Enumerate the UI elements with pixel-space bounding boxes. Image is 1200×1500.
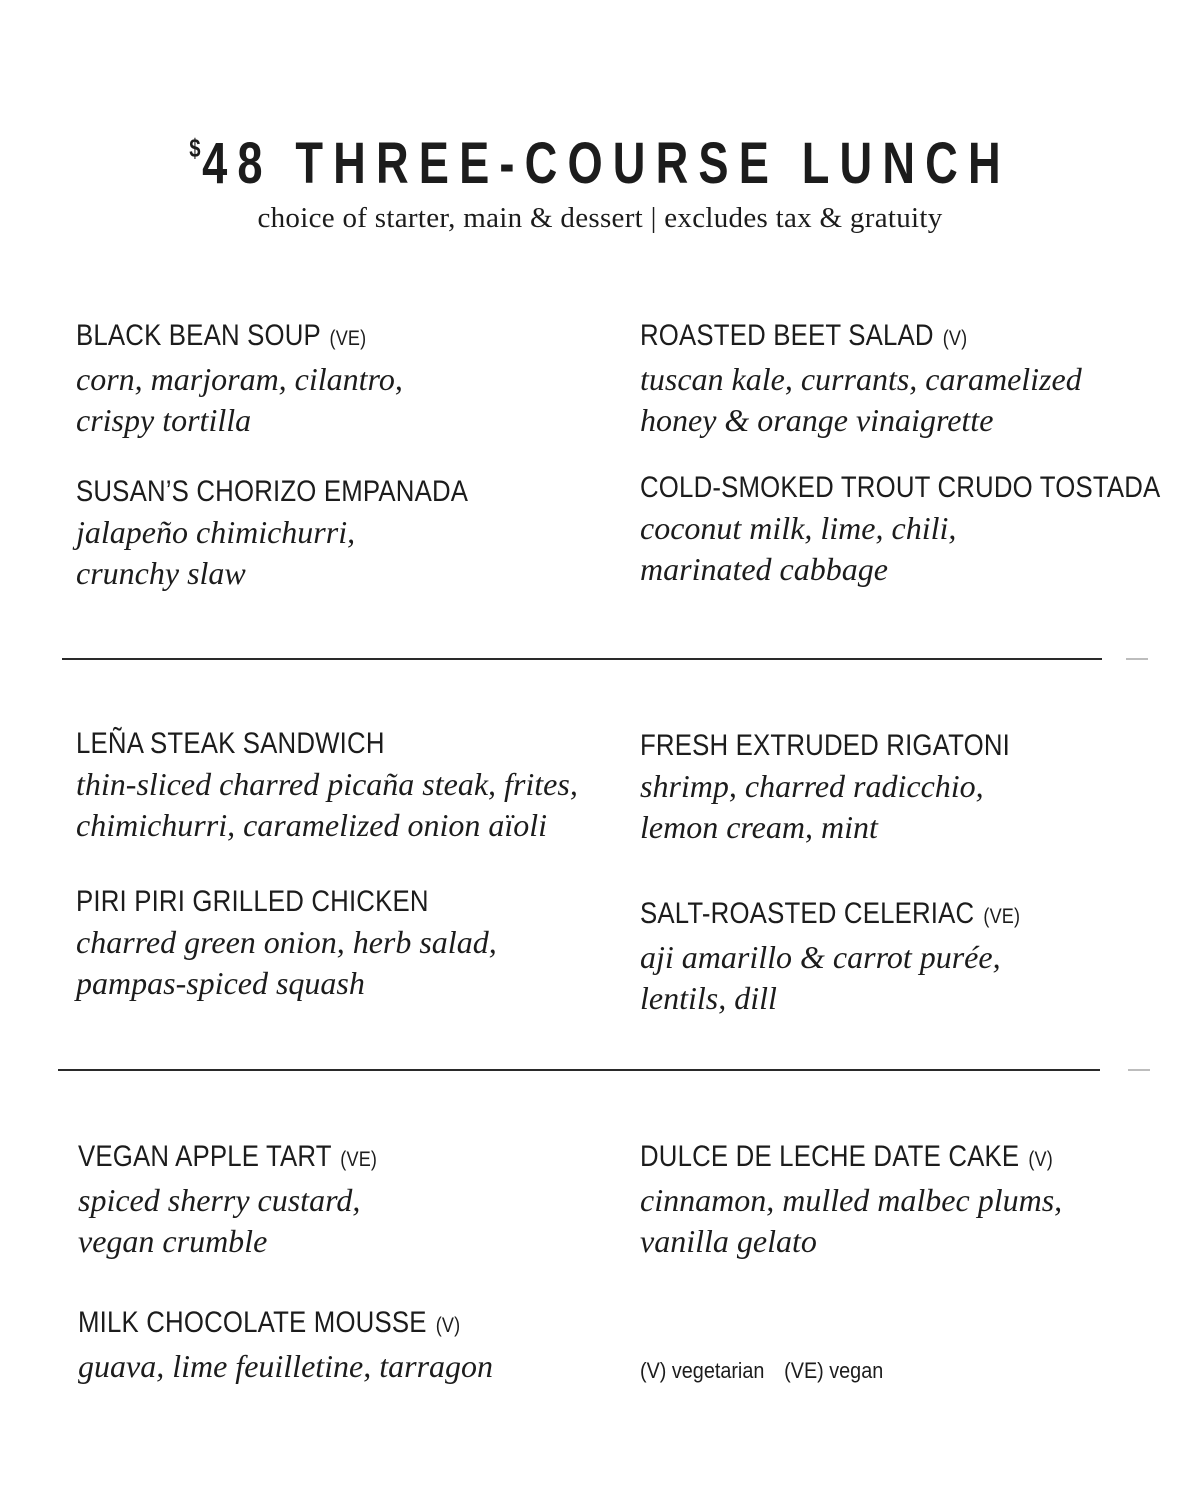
item-title: SALT-ROASTED CELERIAC	[640, 897, 975, 930]
item-title: ROASTED BEET SALAD	[640, 319, 934, 352]
section-divider	[58, 1069, 1100, 1071]
item-description-line: coconut milk, lime, chili,	[640, 510, 957, 546]
diet-legend	[640, 1356, 883, 1386]
item-name	[640, 1137, 1104, 1180]
item-name	[640, 726, 1104, 766]
menu-item-salt-roasted-celeriac	[640, 894, 1180, 1019]
menu-title	[132, 112, 1068, 200]
diet-tag: (VE)	[340, 1148, 378, 1171]
section-divider-dash	[1126, 658, 1148, 660]
item-title: SUSAN’S CHORIZO EMPANADA	[76, 475, 469, 508]
item-description-line: lemon cream, mint	[640, 809, 878, 845]
item-name	[76, 724, 540, 764]
section-divider	[62, 658, 1102, 660]
item-description-line: aji amarillo & carrot purée,	[640, 939, 1001, 975]
diet-tag: (VE)	[983, 905, 1021, 928]
item-name	[76, 882, 540, 922]
menu-item-chorizo-empanada	[76, 472, 616, 594]
item-description-line: chimichurri, caramelized onion aïoli	[76, 807, 548, 843]
item-title: PIRI PIRI GRILLED CHICKEN	[76, 885, 429, 918]
diet-tag: (VE)	[329, 327, 367, 350]
legend-vegan: (VE) vegan	[784, 1358, 884, 1383]
item-description-line: crunchy slaw	[76, 555, 246, 591]
item-title: LEÑA STEAK SANDWICH	[76, 727, 385, 760]
item-description-line: vegan crumble	[78, 1223, 268, 1259]
item-description-line: spiced sherry custard,	[78, 1182, 361, 1218]
item-description-line: cinnamon, mulled malbec plums,	[640, 1182, 1063, 1218]
section-divider-dash	[1128, 1069, 1150, 1071]
currency-symbol: $	[189, 133, 203, 163]
diet-tag: (V)	[435, 1314, 461, 1337]
item-name	[78, 1303, 542, 1346]
legend-vegetarian: (V) vegetarian	[640, 1358, 765, 1383]
item-title: MILK CHOCOLATE MOUSSE	[78, 1306, 427, 1339]
item-description-line: vanilla gelato	[640, 1223, 817, 1259]
item-name	[640, 316, 1104, 359]
item-name	[640, 894, 1104, 937]
item-description-line: crispy tortilla	[76, 402, 252, 438]
item-description-line: charred green onion, herb salad,	[76, 924, 497, 960]
item-description-line: thin-sliced charred picaña steak, frites,	[76, 766, 578, 802]
menu-item-piri-piri-chicken	[76, 882, 616, 1004]
diet-tag: (V)	[1028, 1148, 1053, 1171]
item-description-line: shrimp, charred radicchio,	[640, 768, 984, 804]
item-name	[76, 472, 540, 512]
menu-item-dulce-de-leche-date-cake	[640, 1137, 1180, 1262]
menu-item-trout-crudo-tostada	[640, 468, 1180, 590]
item-description-line: guava, lime feuilletine, tarragon	[78, 1348, 494, 1384]
menu-item-fresh-extruded-rigatoni	[640, 726, 1180, 848]
diet-tag: (V)	[942, 327, 968, 350]
item-name	[78, 1137, 542, 1180]
menu-item-lena-steak-sandwich	[76, 724, 616, 846]
item-name	[640, 468, 1161, 508]
menu-subtitle: choice of starter, main & dessert | excludes tax & gratuity	[257, 202, 943, 234]
item-description-line: tuscan kale, currants, caramelized	[640, 361, 1082, 397]
item-description-line: jalapeño chimichurri,	[76, 514, 356, 550]
item-description-line: pampas-spiced squash	[76, 965, 365, 1001]
menu-item-vegan-apple-tart	[78, 1137, 618, 1262]
menu-title-text: 48 THREE-COURSE LUNCH	[202, 131, 1011, 196]
item-title: VEGAN APPLE TART	[78, 1140, 332, 1173]
item-description-line: honey & orange vinaigrette	[640, 402, 994, 438]
item-name	[76, 316, 540, 359]
menu-item-roasted-beet-salad	[640, 316, 1180, 441]
item-description-line: marinated cabbage	[640, 551, 888, 587]
item-description-line: corn, marjoram, cilantro,	[76, 361, 403, 397]
item-description-line: lentils, dill	[640, 980, 777, 1016]
menu-item-black-bean-soup	[76, 316, 616, 441]
item-title: DULCE DE LECHE DATE CAKE	[640, 1140, 1020, 1173]
menu-item-milk-chocolate-mousse	[78, 1303, 618, 1387]
menu-header	[0, 112, 1200, 236]
item-title: COLD-SMOKED TROUT CRUDO TOSTADA	[640, 471, 1161, 504]
item-title: BLACK BEAN SOUP	[76, 319, 321, 352]
item-title: FRESH EXTRUDED RIGATONI	[640, 729, 1010, 762]
